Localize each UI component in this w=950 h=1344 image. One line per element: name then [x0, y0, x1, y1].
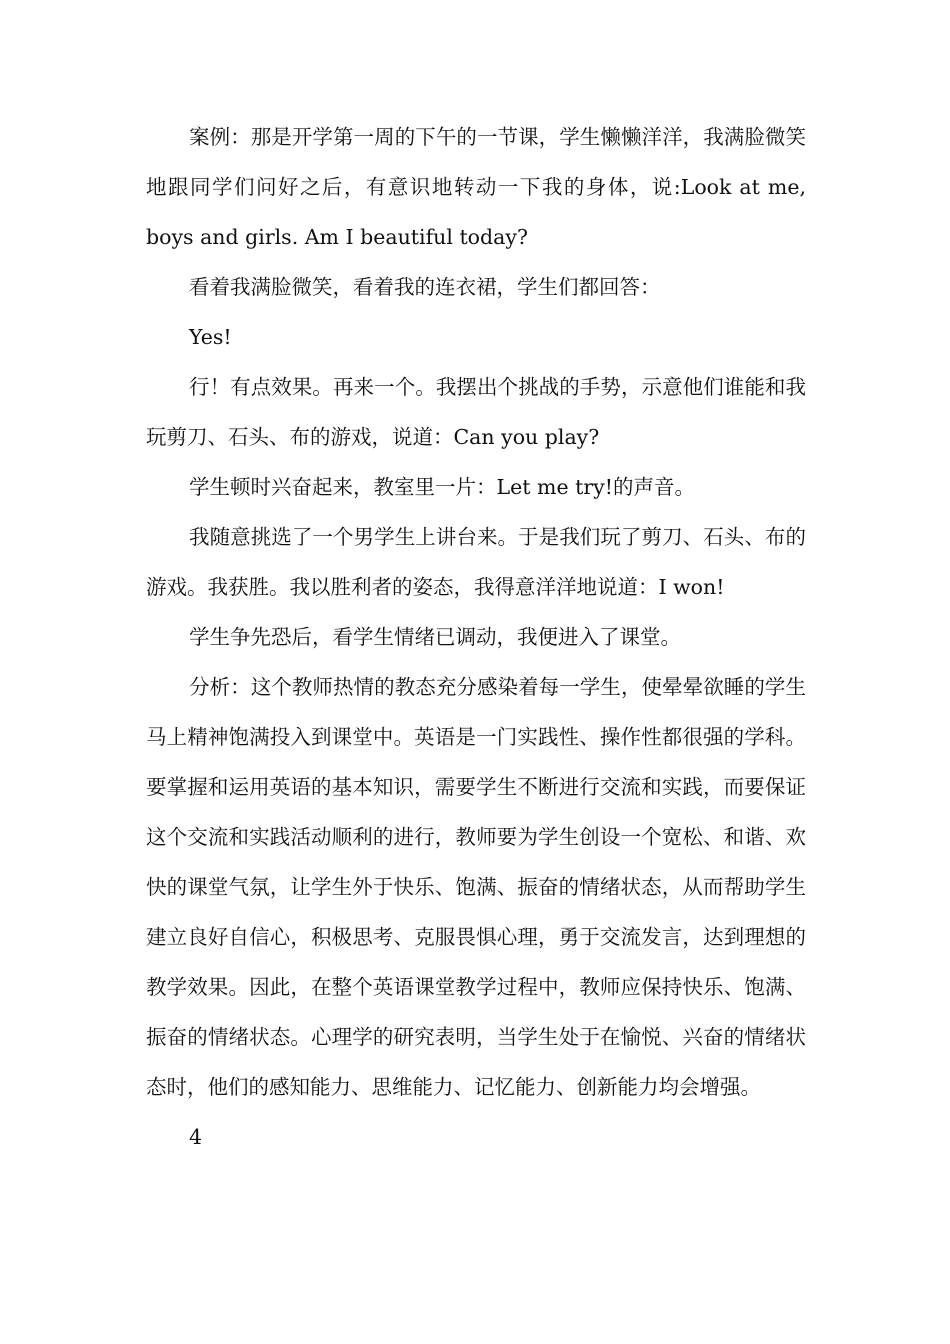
challenge-paragraph: 行！有点效果。再来一个。我摆出个挑战的手势，示意他们谁能和我玩剪刀、石头、布的游戏，说道：Can you play? [146, 375, 806, 449]
document-body [146, 112, 806, 1162]
analysis-paragraph: 分析：这个教师热情的教态充分感染着每一学生，使晕晕欲睡的学生马上精神饱满投入到课堂中。英语是一门实践性、操作性都很强的学科。要掌握和运用英语的基本知识，需要学生不断进行交流和实践，而要保证这个交流和实践活动顺利的进行，教师要为学生创设一个宽松、和谐、欢快的课堂气氛，让学生外于快乐、饱满、振奋的情绪状态，从而帮助学生建立良好自信心，积极思考、克服畏惧心理，勇于交流发言，达到理想的教学效果。因此，在整个英语课堂教学过程中，教师应保持快乐、饱满、振奋的情绪状态。心理学的研究表明，当学生处于在愉悦、兴奋的情绪状态时，他们的感知能力、思维能力、记忆能力、创新能力均会增强。 [146, 675, 806, 1099]
game-paragraph: 我随意挑选了一个男学生上讲台来。于是我们玩了剪刀、石头、布的游戏。我获胜。我以胜利者的姿态，我得意洋洋地说道：I won! [146, 525, 806, 599]
enter-class-paragraph: 学生争先恐后，看学生情绪已调动，我便进入了课堂。 [189, 625, 681, 649]
yes-paragraph: Yes! [189, 325, 232, 349]
students-answer-intro-paragraph: 看着我满脸微笑，看着我的连衣裙，学生们都回答： [189, 275, 661, 299]
students-excited-paragraph: 学生顿时兴奋起来，教室里一片：Let me try!的声音。 [189, 475, 695, 499]
page-number: 4 [189, 1125, 203, 1149]
case-paragraph: 案例：那是开学第一周的下午的一节课，学生懒懒洋洋，我满脸微笑地跟同学们问好之后，有意识地转动一下我的身体，说:Look at me, boys and girls. Am I beautiful today? [146, 125, 806, 249]
